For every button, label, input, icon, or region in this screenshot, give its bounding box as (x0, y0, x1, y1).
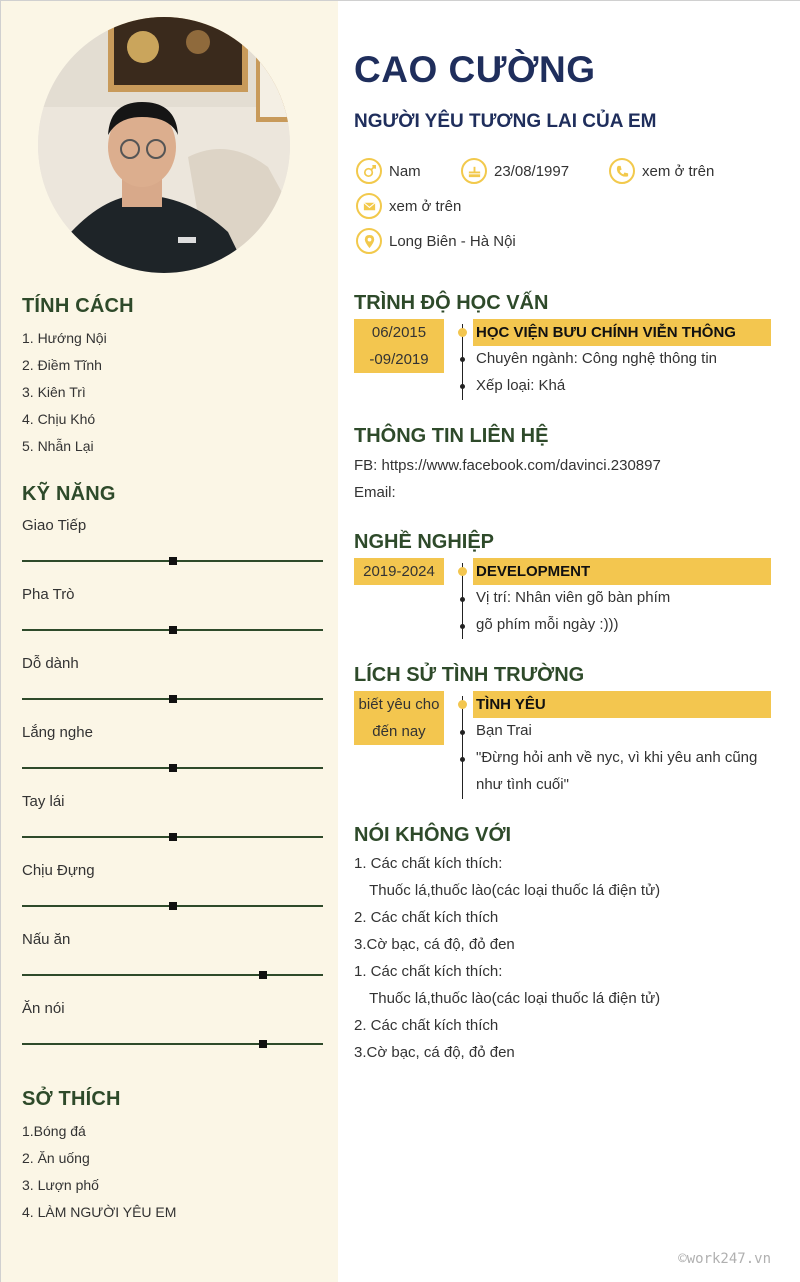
career-position: Vị trí: Nhân viên gõ bàn phím (476, 589, 671, 606)
skill-bar (22, 1043, 323, 1045)
personality-heading: TÍNH CÁCH (22, 295, 134, 317)
info-birthday-value: 23/08/1997 (494, 162, 570, 180)
education-rank: Xếp loại: Khá (476, 377, 566, 394)
education-school: HỌC VIỆN BƯU CHÍNH VIỄN THÔNG (473, 319, 771, 346)
skill-level-marker (259, 1040, 267, 1048)
timeline-bullet (460, 357, 465, 362)
personality-item: 2. Điềm Tĩnh (22, 357, 102, 373)
say-no-line: 3.Cờ bạc, cá độ, đỏ đen (354, 936, 515, 953)
contact-facebook: FB: https://www.facebook.com/davinci.230897 (354, 457, 661, 474)
gender-icon (356, 158, 382, 184)
skill-bar (22, 560, 323, 562)
info-email-value: xem ở trên (389, 197, 462, 215)
timeline-dot (458, 700, 467, 709)
info-birthday (461, 158, 569, 184)
skill-level-marker (169, 833, 177, 841)
career-heading: NGHỀ NGHIỆP (354, 531, 495, 553)
education-major: Chuyên ngành: Công nghệ thông tin (476, 350, 718, 367)
timeline-bullet (460, 384, 465, 389)
info-email (356, 193, 461, 219)
education-heading: TRÌNH ĐỘ HỌC VẤN (354, 292, 549, 314)
skill-level-marker (169, 626, 177, 634)
skill-bar (22, 836, 323, 838)
skill-bar (22, 698, 323, 700)
mail-icon (356, 193, 382, 219)
skill-level-marker (169, 695, 177, 703)
love-partner: Bạn Trai (476, 722, 532, 739)
avatar (38, 17, 290, 273)
contact-heading: THÔNG TIN LIÊN HỆ (354, 425, 549, 447)
hobby-item: 3. Lượn phố (22, 1177, 99, 1193)
education-date-start: 06/2015 (371, 324, 427, 341)
watermark: ©work247.vn (678, 1251, 771, 1267)
timeline-bullet (460, 624, 465, 629)
skill-bar (22, 974, 323, 976)
say-no-line: 2. Các chất kích thích (354, 909, 499, 926)
skill-level-marker (169, 557, 177, 565)
skill-label: Dỗ dành (22, 655, 79, 672)
skill-label: Chịu Đựng (22, 862, 95, 879)
hobbies-heading: SỞ THÍCH (22, 1088, 121, 1110)
info-gender (356, 158, 421, 184)
career-desc: gõ phím mỗi ngày :))) (476, 616, 619, 633)
hobby-item: 2. Ăn uống (22, 1150, 90, 1166)
education-date (354, 319, 444, 373)
love-heading: LÍCH SỬ TÌNH TRƯỜNG (354, 664, 585, 686)
skill-level-marker (259, 971, 267, 979)
say-no-heading: NÓI KHÔNG VỚI (354, 824, 512, 846)
love-date-line1: biết yêu cho (358, 696, 440, 713)
skill-level-marker (169, 764, 177, 772)
say-no-line: 1. Các chất kích thích: (354, 963, 503, 980)
say-no-line: Thuốc lá,thuốc lào(các loại thuốc lá điện tử) (361, 882, 661, 899)
love-quote-line1: "Đừng hỏi anh về nyc, vì khi yêu anh cũng (476, 749, 758, 766)
personality-item: 5. Nhẫn Lại (22, 438, 94, 454)
skill-label: Giao Tiếp (22, 517, 87, 534)
timeline-dot (458, 567, 467, 576)
hobby-item: 4. LÀM NGƯỜI YÊU EM (22, 1204, 177, 1220)
career-date: 2019-2024 (354, 558, 444, 585)
personality-item: 1. Hướng Nội (22, 330, 107, 346)
timeline-dot (458, 328, 467, 337)
timeline-line (462, 696, 463, 799)
info-gender-value: Nam (389, 162, 421, 180)
hobby-item: 1.Bóng đá (22, 1123, 86, 1139)
say-no-line: 3.Cờ bạc, cá độ, đỏ đen (354, 1044, 515, 1061)
love-date-line2: đến nay (372, 723, 426, 740)
skills-heading: KỸ NĂNG (22, 483, 116, 505)
skill-label: Pha Trò (22, 586, 75, 603)
timeline-bullet (460, 730, 465, 735)
love-heading-label: TÌNH YÊU (473, 691, 771, 718)
say-no-line: 2. Các chất kích thích (354, 1017, 499, 1034)
sidebar (1, 1, 338, 1282)
say-no-line: Thuốc lá,thuốc lào(các loại thuốc lá điện tử) (361, 990, 661, 1007)
say-no-line: 1. Các chất kích thích: (354, 855, 503, 872)
skill-label: Tay lái (22, 793, 65, 810)
map-pin-icon (356, 228, 382, 254)
contact-email: Email: (354, 484, 396, 501)
education-date-end: -09/2019 (369, 351, 429, 368)
info-phone (609, 158, 714, 184)
skill-bar (22, 629, 323, 631)
skill-bar (22, 905, 323, 907)
info-address (356, 228, 516, 254)
skill-level-marker (169, 902, 177, 910)
personality-item: 3. Kiên Trì (22, 384, 86, 400)
timeline-bullet (460, 757, 465, 762)
personality-item: 4. Chịu Khó (22, 411, 96, 427)
main-content (338, 1, 800, 1282)
info-phone-value: xem ở trên (642, 162, 715, 180)
person-name: CAO CƯỜNG (354, 49, 596, 90)
career-role-title: DEVELOPMENT (473, 558, 771, 585)
cake-icon (461, 158, 487, 184)
love-date (354, 691, 444, 745)
skill-label: Nấu ăn (22, 931, 71, 948)
person-subtitle: NGƯỜI YÊU TƯƠNG LAI CỦA EM (354, 111, 657, 132)
phone-icon (609, 158, 635, 184)
skill-label: Lắng nghe (22, 724, 93, 741)
skill-bar (22, 767, 323, 769)
love-quote-line2: như tình cuối" (476, 776, 569, 793)
info-address-value: Long Biên - Hà Nội (389, 232, 516, 250)
timeline-bullet (460, 597, 465, 602)
skill-label: Ăn nói (22, 1000, 65, 1017)
